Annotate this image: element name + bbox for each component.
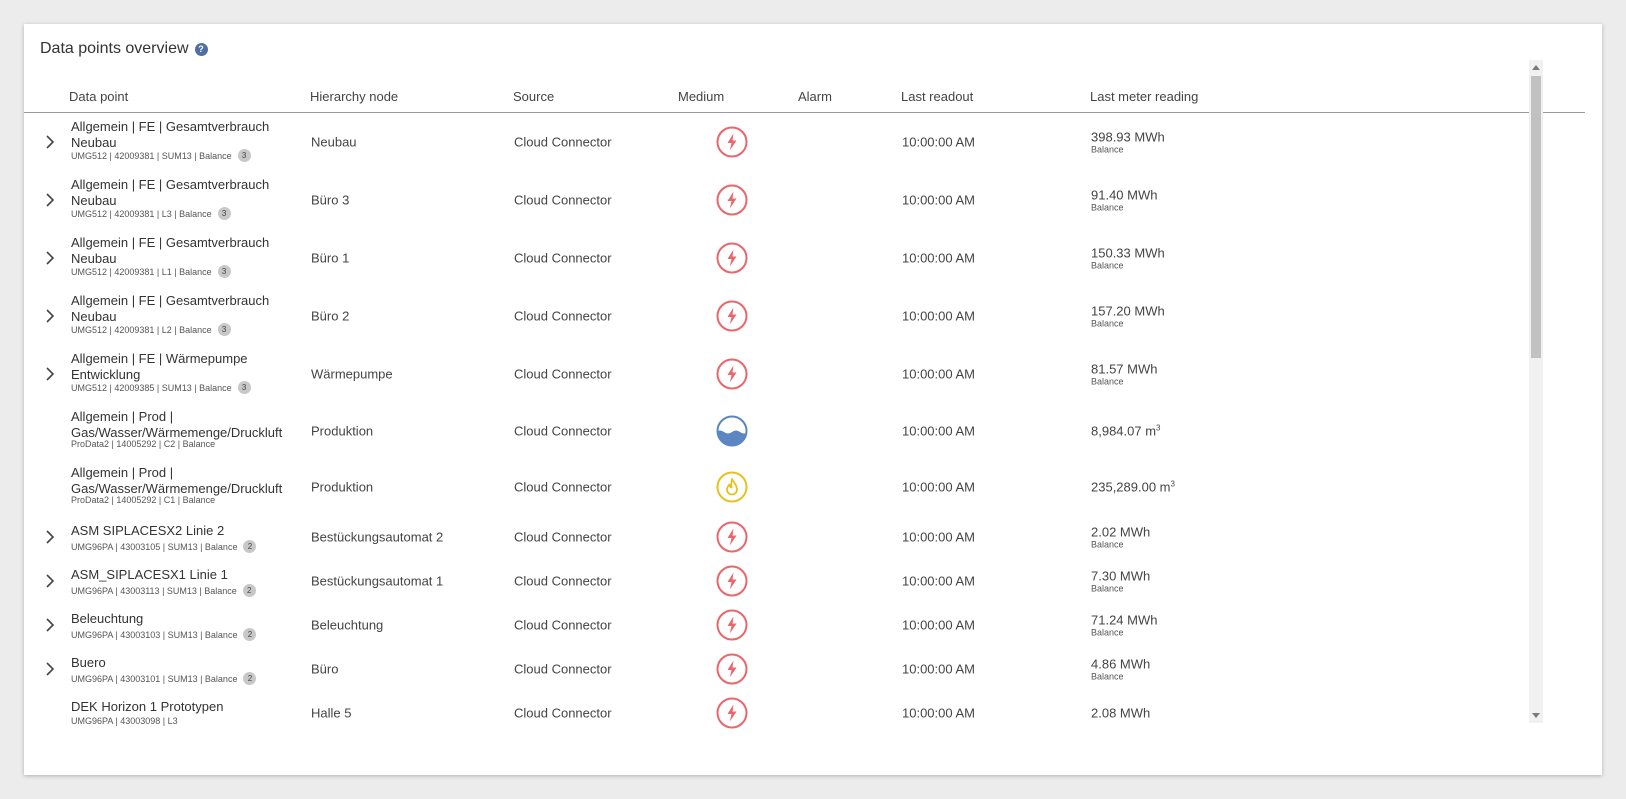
- meter-value: [1091, 479, 1175, 494]
- count-badge: 2: [243, 628, 256, 641]
- table-row[interactable]: [24, 287, 1585, 345]
- expand-chevron-icon[interactable]: [42, 366, 58, 382]
- card-title: [40, 40, 208, 58]
- last-meter-reading: [1091, 613, 1157, 638]
- hierarchy-node: Produktion: [311, 479, 374, 495]
- electricity-icon: [716, 653, 748, 685]
- table-row[interactable]: [24, 559, 1585, 603]
- last-meter-reading: [1091, 479, 1175, 494]
- count-badge: 3: [218, 265, 231, 278]
- data-point-name[interactable]: Beleuchtung: [71, 611, 144, 626]
- last-meter-reading: [1091, 657, 1150, 682]
- table-row[interactable]: [24, 515, 1585, 559]
- data-point-meta: ProData2 | 14005292 | C1 | Balance: [71, 495, 216, 505]
- table-row[interactable]: [24, 603, 1585, 647]
- last-meter-reading: [1091, 188, 1157, 213]
- data-point-details: [71, 149, 251, 162]
- data-points-card: [24, 24, 1602, 775]
- count-badge: 2: [243, 584, 256, 597]
- electricity-icon: [716, 521, 748, 553]
- table-row[interactable]: [24, 229, 1585, 287]
- source: Cloud Connector: [514, 192, 612, 208]
- last-meter-reading: [1091, 525, 1150, 550]
- source: Cloud Connector: [514, 617, 612, 633]
- hierarchy-node: Büro 1: [311, 250, 350, 266]
- meter-value: [1091, 246, 1165, 261]
- meter-value-type: Balance: [1091, 583, 1124, 594]
- meter-value: [1091, 657, 1150, 672]
- table-row[interactable]: [24, 345, 1585, 403]
- col-header-source[interactable]: Source: [513, 89, 555, 104]
- scroll-down-arrow-icon[interactable]: [1532, 713, 1540, 718]
- meter-value-text: 91.40 MWh: [1091, 187, 1158, 203]
- data-point-details: [71, 628, 256, 641]
- meter-value-text: 2.08 MWh: [1091, 705, 1151, 721]
- meter-value-text: 235,289.00 m: [1091, 479, 1171, 495]
- meter-value: [1091, 613, 1157, 628]
- meter-value: [1091, 569, 1150, 584]
- hierarchy-node: Produktion: [311, 423, 374, 439]
- last-meter-reading: [1091, 304, 1165, 329]
- electricity-icon: [716, 609, 748, 641]
- expand-chevron-icon[interactable]: [42, 661, 58, 677]
- count-badge: 2: [243, 540, 256, 553]
- expand-chevron-icon[interactable]: [42, 134, 58, 150]
- data-point-details: [71, 495, 215, 505]
- data-point-meta: UMG96PA | 43003113 | SUM13 | Balance: [71, 585, 237, 596]
- hierarchy-node: Büro 3: [311, 192, 350, 208]
- count-badge: 3: [238, 381, 251, 394]
- col-header-data-point[interactable]: Data point: [69, 89, 129, 104]
- table-row[interactable]: [24, 171, 1585, 229]
- gas-icon: [716, 471, 748, 503]
- vertical-scrollbar[interactable]: [1529, 60, 1543, 723]
- data-point-meta: ProData2 | 14005292 | C2 | Balance: [71, 439, 216, 449]
- data-point-meta: UMG96PA | 43003105 | SUM13 | Balance: [71, 541, 238, 552]
- meter-value-text: 4.86 MWh: [1091, 656, 1151, 672]
- meter-value-text: 2.02 MWh: [1091, 524, 1151, 540]
- meter-value-type: Balance: [1091, 376, 1124, 387]
- meter-value: [1091, 130, 1165, 145]
- last-meter-reading: [1091, 246, 1165, 271]
- hierarchy-node: Bestückungsautomat 1: [311, 573, 444, 589]
- data-point-name[interactable]: Allgemein | FE | Gesamtverbrauch Neubau: [71, 235, 270, 266]
- data-point-details: [71, 584, 256, 597]
- hierarchy-node: Bestückungsautomat 2: [311, 529, 444, 545]
- last-meter-reading: [1091, 362, 1157, 387]
- meter-value: [1091, 304, 1165, 319]
- expand-chevron-icon[interactable]: [42, 250, 58, 266]
- data-point-name[interactable]: Allgemein | Prod | Gas/Wasser/Wärmemenge/Druckluft: [71, 409, 283, 440]
- meter-value-type: Balance: [1091, 202, 1124, 213]
- hierarchy-node: Neubau: [311, 134, 357, 150]
- last-meter-reading: [1091, 569, 1150, 594]
- source: Cloud Connector: [514, 308, 612, 324]
- expand-chevron-icon[interactable]: [42, 192, 58, 208]
- last-readout: 10:00:00 AM: [902, 529, 975, 545]
- last-readout: 10:00:00 AM: [902, 366, 975, 382]
- last-readout: 10:00:00 AM: [902, 423, 975, 439]
- electricity-icon: [716, 300, 748, 332]
- meter-value-text: 71.24 MWh: [1091, 612, 1158, 628]
- data-point-meta: UMG512 | 42009381 | L2 | Balance: [71, 324, 212, 335]
- scroll-up-arrow-icon[interactable]: [1532, 65, 1540, 70]
- scroll-thumb[interactable]: [1531, 76, 1541, 358]
- col-header-last-readout[interactable]: Last readout: [901, 89, 974, 104]
- data-point-details: [71, 265, 231, 278]
- meter-value-text: 150.33 MWh: [1091, 245, 1165, 261]
- source: Cloud Connector: [514, 661, 612, 677]
- last-readout: 10:00:00 AM: [902, 573, 975, 589]
- hierarchy-node: Büro 2: [311, 308, 350, 324]
- data-point-name[interactable]: Buero: [71, 655, 106, 670]
- electricity-icon: [716, 242, 748, 274]
- data-point-details: [71, 207, 231, 220]
- last-readout: 10:00:00 AM: [902, 479, 975, 495]
- data-point-meta: UMG96PA | 43003098 | L3: [71, 716, 178, 726]
- hierarchy-node: Büro: [311, 661, 339, 677]
- table-body: [24, 113, 1585, 773]
- meter-value: [1091, 706, 1150, 721]
- col-header-last-meter-reading[interactable]: Last meter reading: [1090, 89, 1199, 104]
- data-point-meta: UMG512 | 42009381 | SUM13 | Balance: [71, 150, 232, 161]
- last-meter-reading: [1091, 130, 1165, 155]
- data-point-details: [71, 439, 215, 449]
- last-readout: 10:00:00 AM: [902, 661, 975, 677]
- expand-chevron-icon[interactable]: [42, 529, 58, 545]
- data-point-meta: UMG512 | 42009381 | L3 | Balance: [71, 208, 212, 219]
- page-title: Data points overview: [40, 40, 189, 57]
- data-point-details: [71, 381, 251, 394]
- electricity-icon: [716, 126, 748, 158]
- table-row[interactable]: [24, 459, 1585, 515]
- table-row[interactable]: [24, 647, 1585, 691]
- expand-chevron-icon[interactable]: [42, 617, 58, 633]
- last-readout: 10:00:00 AM: [902, 705, 975, 721]
- meter-value-text: 8,984.07 m: [1091, 423, 1157, 439]
- data-point-details: [71, 540, 256, 553]
- table-row[interactable]: [24, 403, 1585, 459]
- data-point-name[interactable]: ASM SIPLACESX2 Linie 2: [71, 523, 225, 538]
- data-point-details: [71, 716, 178, 726]
- help-icon[interactable]: ?: [195, 43, 208, 56]
- last-meter-reading: [1091, 423, 1161, 438]
- data-point-meta: UMG96PA | 43003101 | SUM13 | Balance: [71, 673, 238, 684]
- meter-value-type: Balance: [1091, 144, 1124, 155]
- last-readout: 10:00:00 AM: [902, 617, 975, 633]
- col-header-alarm[interactable]: Alarm: [798, 89, 832, 104]
- data-point-name[interactable]: DEK Horizon 1 Prototypen: [71, 699, 224, 714]
- table-row[interactable]: [24, 113, 1585, 171]
- expand-chevron-icon[interactable]: [42, 573, 58, 589]
- source: Cloud Connector: [514, 366, 612, 382]
- water-icon: [716, 415, 748, 447]
- source: Cloud Connector: [514, 705, 612, 721]
- source: Cloud Connector: [514, 573, 612, 589]
- electricity-icon: [716, 358, 748, 390]
- source: Cloud Connector: [514, 134, 612, 150]
- meter-value-type: Balance: [1091, 627, 1124, 638]
- data-point-name[interactable]: Allgemein | FE | Gesamtverbrauch Neubau: [71, 293, 270, 324]
- last-readout: 10:00:00 AM: [902, 192, 975, 208]
- col-header-medium[interactable]: Medium: [678, 89, 725, 104]
- count-badge: 3: [218, 207, 231, 220]
- meter-value: [1091, 362, 1157, 377]
- meter-value: [1091, 188, 1157, 203]
- last-meter-reading: [1091, 706, 1150, 721]
- electricity-icon: [716, 565, 748, 597]
- expand-chevron-icon[interactable]: [42, 308, 58, 324]
- hierarchy-node: Halle 5: [311, 705, 352, 721]
- col-header-hierarchy-node[interactable]: Hierarchy node: [310, 89, 399, 104]
- meter-value-text: 7.30 MWh: [1091, 568, 1151, 584]
- electricity-icon: [716, 697, 748, 729]
- data-point-details: [71, 672, 256, 685]
- meter-value-type: Balance: [1091, 260, 1124, 271]
- data-point-meta: UMG96PA | 43003103 | SUM13 | Balance: [71, 629, 238, 640]
- source: Cloud Connector: [514, 250, 612, 266]
- meter-value: [1091, 423, 1161, 438]
- data-point-name[interactable]: Allgemein | FE | Gesamtverbrauch Neubau: [71, 119, 270, 150]
- data-point-name[interactable]: ASM_SIPLACESX1 Linie 1: [71, 567, 228, 582]
- source: Cloud Connector: [514, 479, 612, 495]
- table-header: [24, 80, 1585, 113]
- count-badge: 3: [218, 323, 231, 336]
- data-point-name[interactable]: Allgemein | FE | Gesamtverbrauch Neubau: [71, 177, 270, 208]
- table-row[interactable]: [24, 691, 1585, 735]
- hierarchy-node: Wärmepumpe: [311, 366, 393, 382]
- source: Cloud Connector: [514, 423, 612, 439]
- meter-value-text: 398.93 MWh: [1091, 129, 1165, 145]
- meter-value-text: 81.57 MWh: [1091, 361, 1158, 377]
- meter-value-type: Balance: [1091, 539, 1124, 550]
- data-point-meta: UMG512 | 42009385 | SUM13 | Balance: [71, 382, 232, 393]
- meter-value-type: Balance: [1091, 318, 1124, 329]
- meter-value-type: Balance: [1091, 671, 1124, 682]
- count-badge: 2: [243, 672, 256, 685]
- meter-unit-exponent: 3: [1170, 479, 1175, 489]
- data-point-meta: UMG512 | 42009381 | L1 | Balance: [71, 266, 212, 277]
- data-point-name[interactable]: Allgemein | Prod | Gas/Wasser/Wärmemenge/Druckluft: [71, 465, 283, 496]
- meter-value: [1091, 525, 1150, 540]
- meter-value-text: 157.20 MWh: [1091, 303, 1165, 319]
- count-badge: 3: [238, 149, 251, 162]
- hierarchy-node: Beleuchtung: [311, 617, 384, 633]
- meter-unit-exponent: 3: [1156, 423, 1161, 433]
- source: Cloud Connector: [514, 529, 612, 545]
- electricity-icon: [716, 184, 748, 216]
- last-readout: 10:00:00 AM: [902, 134, 975, 150]
- data-point-name[interactable]: Allgemein | FE | Wärmepumpe Entwicklung: [71, 351, 248, 382]
- data-point-details: [71, 323, 231, 336]
- last-readout: 10:00:00 AM: [902, 308, 975, 324]
- last-readout: 10:00:00 AM: [902, 250, 975, 266]
